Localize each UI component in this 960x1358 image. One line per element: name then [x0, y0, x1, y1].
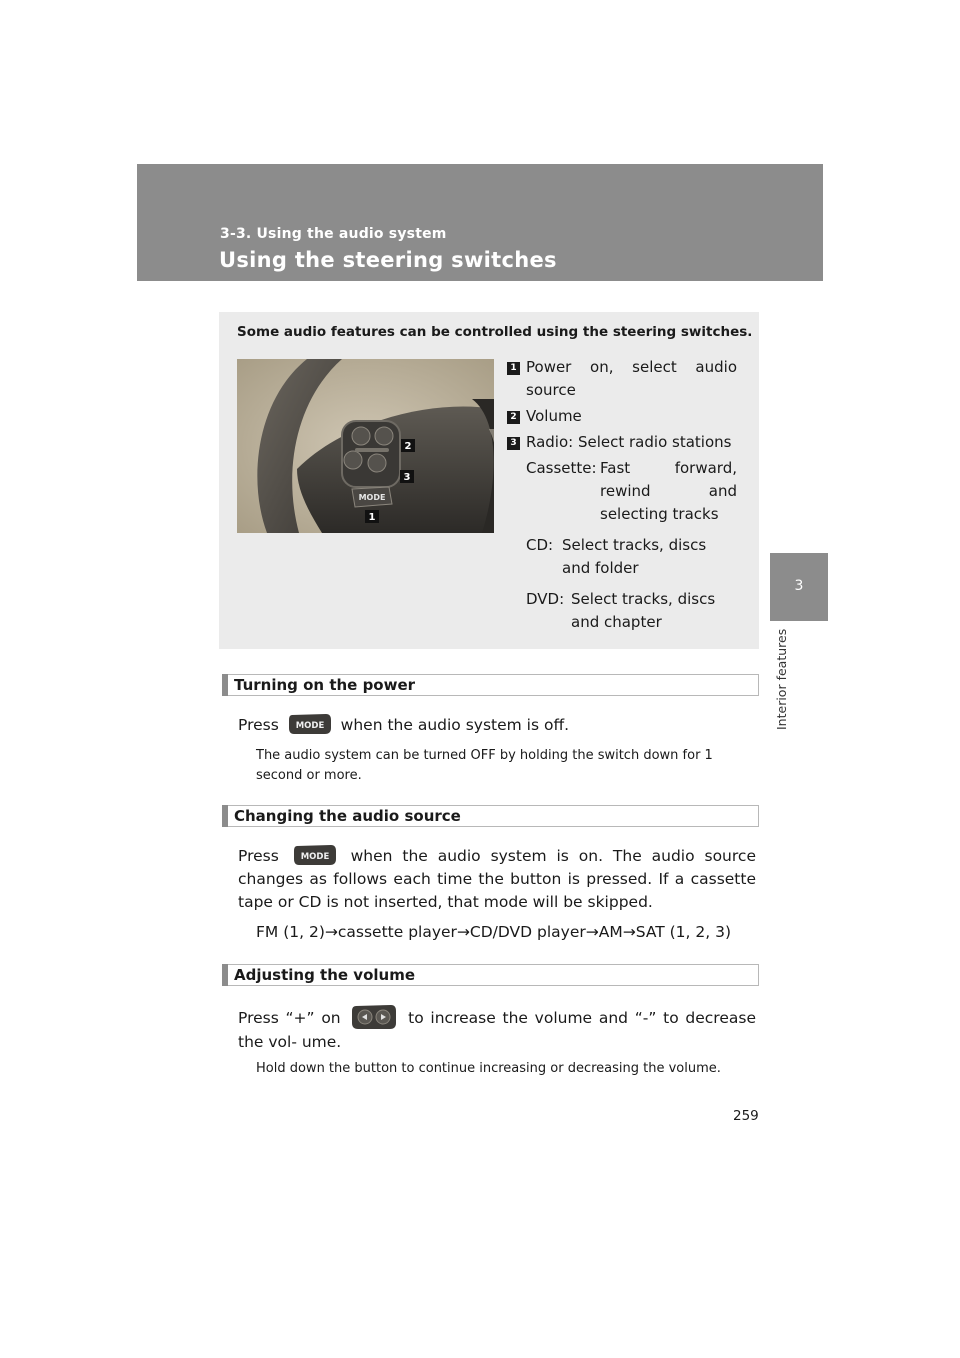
volume-switch-icon	[351, 1003, 397, 1031]
cd-row	[526, 534, 737, 580]
source-instructions	[238, 844, 756, 914]
legend-text: Power on, select audio source	[526, 358, 737, 399]
section-label: 3-3. Using the audio system	[220, 226, 447, 242]
wheel-mode-label: MODE	[358, 493, 386, 502]
power-body-after: when the audio system is off.	[340, 716, 570, 734]
chapter-label	[771, 628, 793, 732]
radio-sub-items	[507, 457, 737, 634]
volume-instructions	[238, 1003, 756, 1054]
power-note: The audio system can be turned OFF by holding the switch down for 1 second or more.	[256, 748, 713, 783]
legend-item	[507, 405, 737, 428]
steering-wheel-illustration	[237, 359, 494, 533]
callout-legend	[507, 356, 737, 634]
subheading-text: Changing the audio source	[234, 807, 461, 825]
mode-button-icon	[288, 713, 332, 735]
volume-note: Hold down the button to continue increasing or decreasing the volume.	[256, 1061, 721, 1076]
wheel-callout-2: 2	[404, 441, 412, 452]
chapter-tab	[770, 553, 828, 621]
legend-marker-3: 3	[507, 437, 520, 450]
legend-text: Volume	[526, 407, 582, 425]
mode-button-label: MODE	[300, 852, 329, 862]
power-instructions	[238, 713, 756, 737]
legend-text: Radio: Select radio stations	[526, 433, 732, 451]
intro-text: Some audio features can be controlled using the steering switches.	[237, 324, 753, 340]
wheel-callout-3: 3	[403, 472, 411, 483]
volume-body-before: Press “+” on	[238, 1009, 341, 1027]
subheading-accent	[222, 805, 228, 827]
power-body-before: Press	[238, 716, 279, 734]
chapter-label-text: Interior features	[774, 628, 789, 730]
intro-box	[219, 312, 759, 649]
dvd-label: DVD:	[526, 590, 565, 608]
chapter-number: 3	[794, 578, 804, 594]
subheading-accent	[222, 964, 228, 986]
source-body-before: Press	[238, 847, 279, 865]
dvd-text: Select tracks, discs and chapter	[571, 590, 716, 631]
mode-button-icon	[293, 844, 337, 866]
legend-marker-1: 1	[507, 362, 520, 375]
page-number: 259	[733, 1108, 759, 1124]
cd-label: CD:	[526, 536, 554, 554]
page-title: Using the steering switches	[219, 248, 557, 272]
cassette-row	[526, 457, 737, 526]
volume-body-after: to increase the volume and “-” to decrease the vol- ume.	[238, 1009, 756, 1051]
mode-button-label: MODE	[295, 721, 325, 731]
cassette-text: Fast forward, rewind and selecting tracks	[600, 459, 737, 523]
legend-marker-2: 2	[507, 411, 520, 424]
source-body-after: when the audio system is on. The audio source changes as follows each time the button is pressed. If a cassette tape or CD is not inserted, that mode will be skipped.	[238, 847, 756, 911]
cd-text: Select tracks, discs and folder	[562, 536, 707, 577]
subheading-accent	[222, 674, 228, 696]
dvd-row	[526, 588, 737, 634]
subheading-volume	[222, 964, 759, 986]
cassette-label: Cassette:	[526, 459, 597, 477]
subheading-text: Adjusting the volume	[234, 966, 415, 984]
wheel-callout-1: 1	[368, 512, 376, 523]
source-sequence: FM (1, 2)→cassette player→CD/DVD player→AM→SAT (1, 2, 3)	[256, 923, 732, 941]
steering-wheel-image	[237, 359, 494, 533]
subheading-power	[222, 674, 759, 696]
subheading-text: Turning on the power	[234, 676, 416, 694]
legend-item	[507, 431, 737, 454]
subheading-source	[222, 805, 759, 827]
legend-item	[507, 356, 737, 402]
